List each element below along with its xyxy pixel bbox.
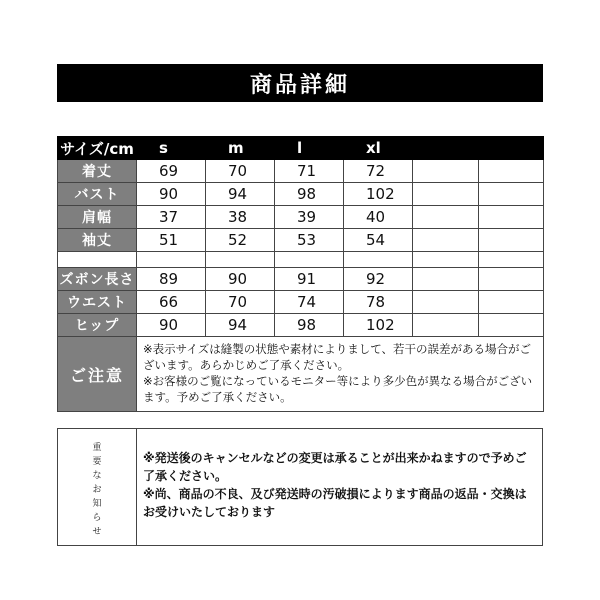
table-cell: 90 [206, 268, 275, 291]
table-cell: 102 [344, 183, 413, 206]
table-cell [413, 183, 479, 206]
table-cell: 70 [206, 160, 275, 183]
important-notice-text [137, 429, 542, 545]
row-label: バスト [58, 183, 137, 206]
table-cell [413, 268, 479, 291]
empty-cell [275, 252, 344, 268]
notice-line: ※発送後のキャンセルなどの変更は承ることが出来かねますので予めご了承ください。 [143, 451, 527, 483]
note-line: ※お客様のご覧になっているモニター等により多少色が異なる場合がございます。予めご了承ください。 [143, 374, 533, 404]
header-label: サイズ/cm [58, 137, 137, 160]
table-cell: 98 [275, 183, 344, 206]
table-row [58, 268, 544, 291]
page-title: 商品詳細 [57, 64, 543, 102]
table-cell [479, 206, 544, 229]
notice-label-char: 要 [92, 457, 102, 467]
table-cell: 91 [275, 268, 344, 291]
header-empty [479, 137, 544, 160]
table-cell: 71 [275, 160, 344, 183]
table-cell [413, 291, 479, 314]
table-cell: 54 [344, 229, 413, 252]
table-cell: 102 [344, 314, 413, 337]
empty-cell [206, 252, 275, 268]
row-label: ズボン長さ [58, 268, 137, 291]
row-label: 肩幅 [58, 206, 137, 229]
table-cell: 53 [275, 229, 344, 252]
table-cell: 70 [206, 291, 275, 314]
notes-label: ご注意 [58, 337, 137, 412]
row-label: 着丈 [58, 160, 137, 183]
table-cell: 66 [137, 291, 206, 314]
table-cell [413, 206, 479, 229]
table-cell: 72 [344, 160, 413, 183]
table-cell: 52 [206, 229, 275, 252]
table-row [58, 291, 544, 314]
row-label: ウエスト [58, 291, 137, 314]
notice-label-char: な [92, 471, 102, 481]
header-empty [413, 137, 479, 160]
table-cell [413, 314, 479, 337]
header-size-l: l [275, 137, 344, 160]
table-cell: 90 [137, 183, 206, 206]
table-cell: 51 [137, 229, 206, 252]
important-notice [57, 428, 543, 546]
header-size-xl: xl [344, 137, 413, 160]
table-cell: 89 [137, 268, 206, 291]
table-row [58, 183, 544, 206]
table-cell: 94 [206, 314, 275, 337]
table-cell [413, 229, 479, 252]
notes-text [137, 337, 544, 412]
table-cell [413, 160, 479, 183]
empty-cell [344, 252, 413, 268]
table-cell [479, 160, 544, 183]
notice-label-char: 重 [92, 443, 102, 453]
empty-cell [413, 252, 479, 268]
table-row [58, 160, 544, 183]
size-table [57, 136, 544, 412]
note-line: ※表示サイズは縫製の状態や素材によりまして、若干の誤差がある場合がございます。あらかじめご了承ください。 [143, 342, 531, 372]
table-cell: 38 [206, 206, 275, 229]
notice-line: ※尚、商品の不良、及び発送時の汚破損によります商品の返品・交換はお受けいたしております [143, 487, 527, 519]
important-notice-label [58, 429, 137, 545]
notice-label-char: 知 [92, 499, 102, 509]
notes-row [58, 337, 544, 412]
table-cell: 98 [275, 314, 344, 337]
table-cell: 37 [137, 206, 206, 229]
table-cell: 94 [206, 183, 275, 206]
table-row [58, 206, 544, 229]
table-cell: 78 [344, 291, 413, 314]
table-cell [479, 314, 544, 337]
notice-label-char: ら [92, 513, 102, 523]
table-cell: 69 [137, 160, 206, 183]
row-label: ヒップ [58, 314, 137, 337]
empty-cell [479, 252, 544, 268]
size-header-row [58, 137, 544, 160]
table-cell [479, 291, 544, 314]
header-size-s: s [137, 137, 206, 160]
notice-label-char: せ [92, 527, 102, 537]
table-cell: 40 [344, 206, 413, 229]
row-label: 袖丈 [58, 229, 137, 252]
table-cell: 39 [275, 206, 344, 229]
header-size-m: m [206, 137, 275, 160]
table-cell [479, 229, 544, 252]
table-cell [479, 183, 544, 206]
table-cell: 74 [275, 291, 344, 314]
table-row [58, 229, 544, 252]
spacer-row [58, 252, 544, 268]
empty-cell [137, 252, 206, 268]
empty-cell [58, 252, 137, 268]
table-row [58, 314, 544, 337]
table-cell: 92 [344, 268, 413, 291]
table-cell: 90 [137, 314, 206, 337]
table-cell [479, 268, 544, 291]
notice-label-char: お [92, 485, 102, 495]
